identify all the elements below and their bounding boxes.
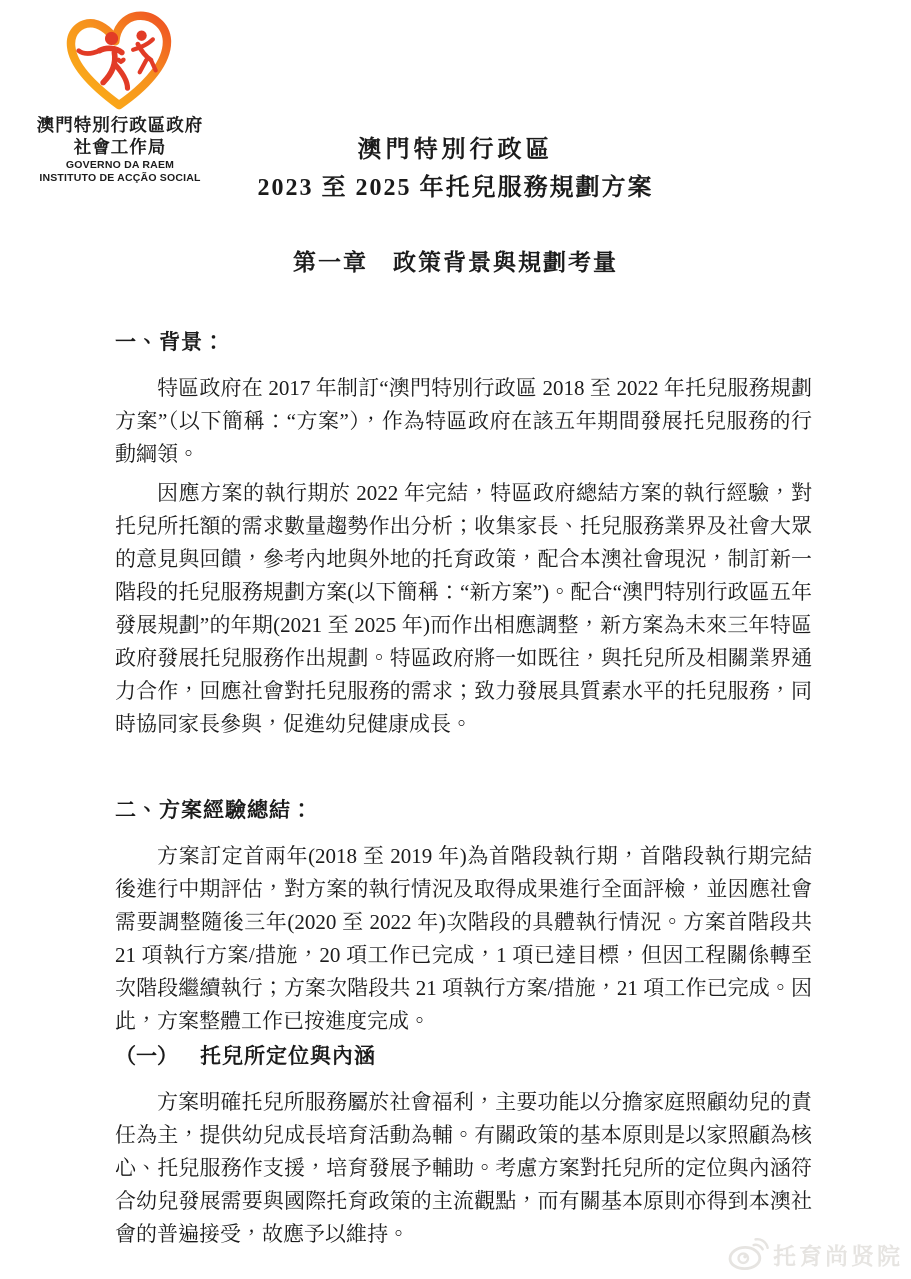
agency-name-zh-line1: 澳門特別行政區政府 — [36, 115, 204, 135]
chapter-heading: 第一章 政策背景與規劃考量 — [293, 250, 618, 275]
weibo-icon — [727, 1237, 769, 1271]
document-body — [0, 328, 911, 1251]
agency-name-zh-line2: 社會工作局 — [73, 137, 167, 158]
watermark-text: 托育尚贤院 — [773, 1242, 903, 1269]
paragraph: 方案訂定首兩年(2018 至 2019 年)為首階段執行期，首階段執行期完結後進行中期評估，對方案的執行情況及取得成果進行全面評檢，並因應社會需要調整隨後三年(2020 至 2022 年)次階段的具體執行情況。方案首階段共 21 項執行方案/措施，20 項工作已完成，1 項已達目標，但因工程關係轉至次階段繼續執行；方案次階段共 21 項執行方案/措施，21 項工作已完成。因此，方案整體工作已按進度完成。 — [115, 844, 812, 1033]
subsection-number: （一） — [115, 1044, 178, 1068]
paragraph: 因應方案的執行期於 2022 年完結，特區政府總結方案的執行經驗，對托兒所托額的需求數量趨勢作出分析；收集家長、托兒服務業界及社會大眾的意見與回饋，參考內地與外地的托育政策，配合本澳社會現況，制訂新一階段的托兒服務規劃方案(以下簡稱：“新方案”)。配合“澳門特別行政區五年發展規劃”的年期(2021 至 2025 年)而作出相應調整，新方案為未來三年特區政府發展托兒服務作出規劃。特區政府將一如既往，與托兒所及相關業界通力合作，回應社會對托兒服務的需求；致力發展具質素水平的托兒服務，同時協同家長參與，促進幼兒健康成長。 — [115, 481, 812, 736]
document-title-line1: 澳門特別行政區 — [357, 137, 554, 163]
heart-with-figures-icon — [59, 8, 181, 114]
agency-logo-block — [22, 8, 218, 185]
agency-name-pt-line2: INSTITUTO DE ACÇÃO SOCIAL — [39, 171, 201, 184]
watermark — [727, 1237, 903, 1271]
subsection-title: 托兒所定位與內涵 — [200, 1044, 376, 1068]
section-heading-plan-summary: 二、方案經驗總結： — [115, 798, 313, 822]
paragraph: 方案明確托兒所服務屬於社會福利，主要功能以分擔家庭照顧幼兒的責任為主，提供幼兒成長培育活動為輔。有關政策的基本原則是以家照顧為核心、托兒服務作支援，培育發展予輔助。考慮方案對托兒所的定位與內涵符合幼兒發展需要與國際托育政策的主流觀點，而有關基本原則亦得到本澳社會的普遍接受，故應予以維持。 — [115, 1090, 812, 1246]
section-heading-background: 一、背景： — [115, 330, 225, 354]
subsection-heading-positioning — [115, 1042, 812, 1070]
paragraph: 特區政府在 2017 年制訂“澳門特別行政區 2018 至 2022 年托兒服務規劃方案”（以下簡稱：“方案”），作為特區政府在該五年期間發展托兒服務的行動綱領。 — [115, 376, 812, 466]
agency-name-pt-line1: GOVERNO DA RAEM — [65, 158, 175, 171]
document-title-line2: 2023 至 2025 年托兒服務規劃方案 — [257, 175, 654, 201]
